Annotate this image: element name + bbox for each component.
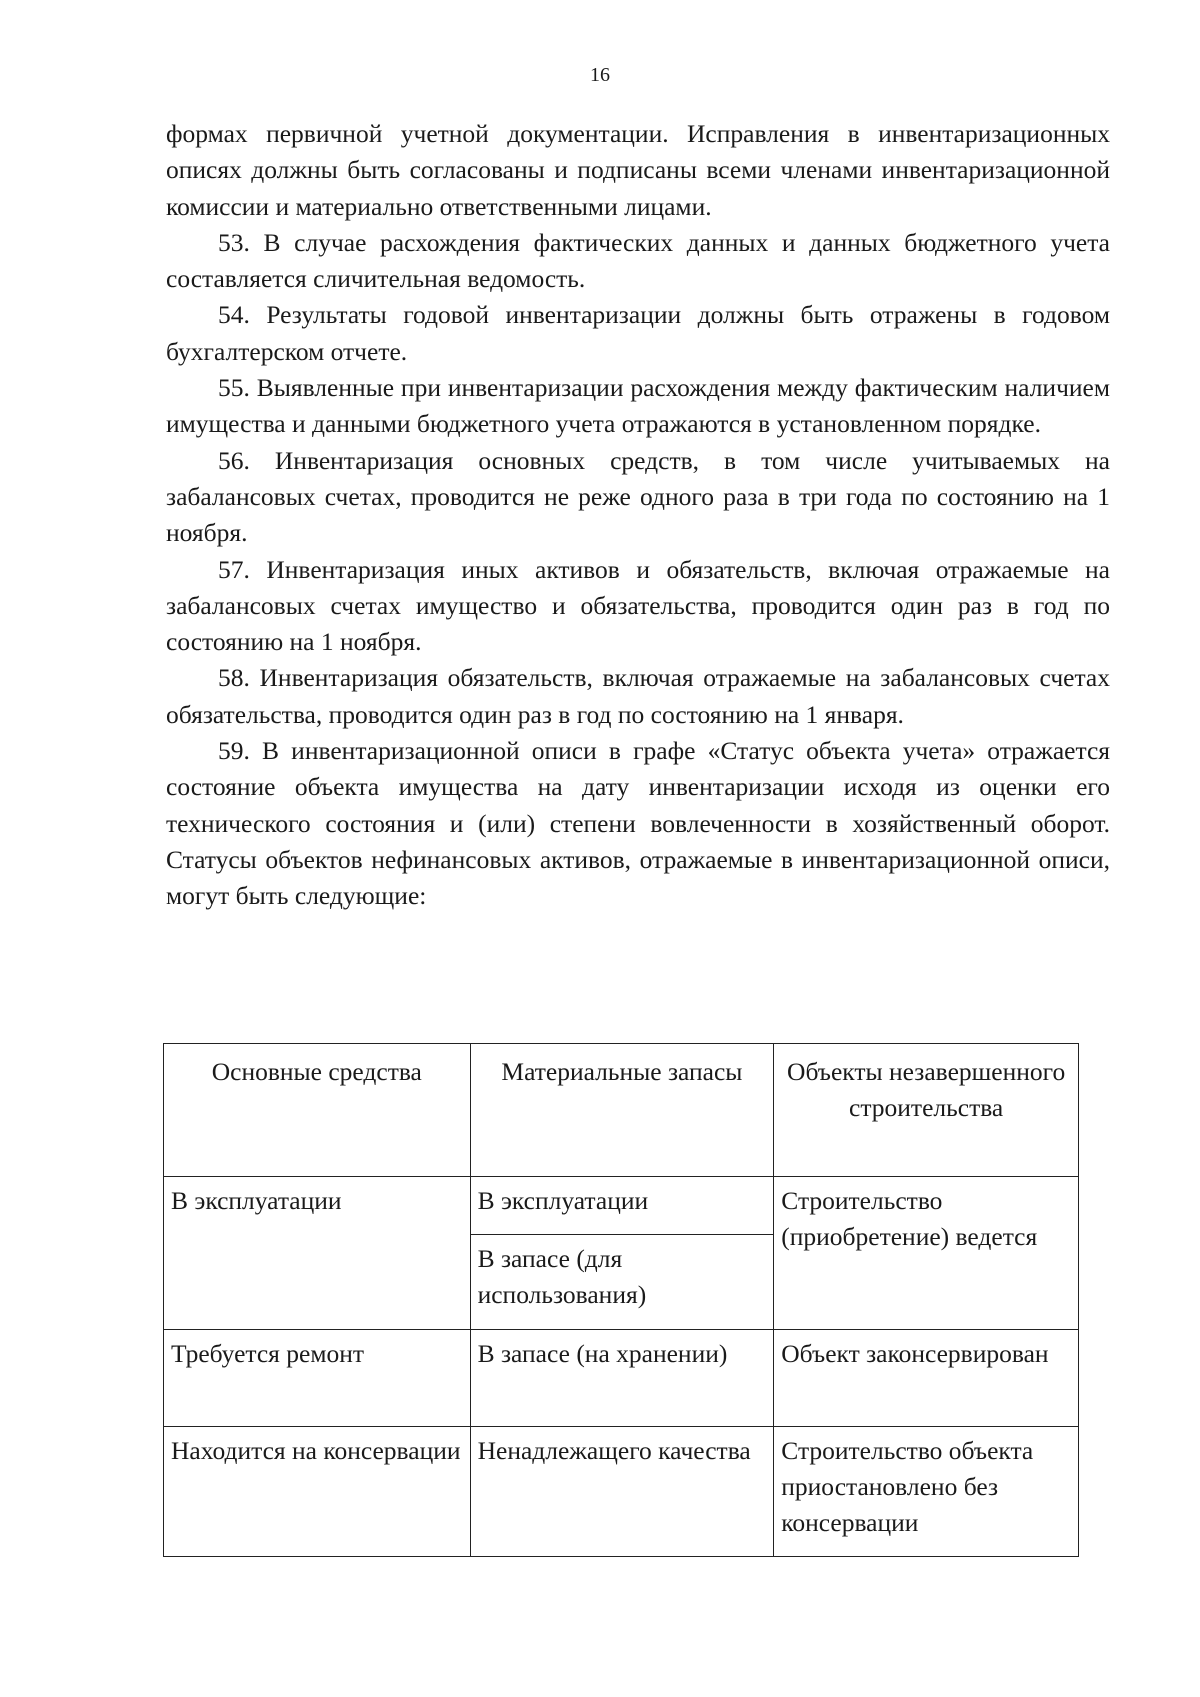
table-row xyxy=(164,1427,1079,1557)
page-number: 16 xyxy=(590,64,610,86)
paragraph-53: 53. В случае расхождения фактических данных и данных бюджетного учета составляется сличительная ведомость. xyxy=(166,227,1110,294)
paragraph-54: 54. Результаты годовой инвентаризации должны быть отражены в годовом бухгалтерском отчете. xyxy=(166,300,1110,366)
paragraph-55: 55. Выявленные при инвентаризации расхождения между фактическим наличием имущества и данными бюджетного учета отражаются в установленном порядке. xyxy=(166,373,1110,439)
paragraph-continuation: формах первичной учетной документации. Исправления в инвентаризационных описях должны быть согласованы и подписаны всеми членами инвентаризационной комиссии и материально ответственными лицами. xyxy=(166,119,1110,221)
table-cell: Строительство (приобретение) ведется xyxy=(774,1177,1079,1330)
table-header-row xyxy=(164,1044,1079,1177)
table-cell: В запасе (на хранении) xyxy=(470,1330,774,1427)
document-body xyxy=(166,116,1110,915)
table-cell: Ненадлежащего качества xyxy=(470,1427,774,1557)
paragraph-59: 59. В инвентаризационной описи в графе «Статус объекта учета» отражается состояние объекта имущества на дату инвентаризации исходя из оценки его технического состояния и (или) степени вовлеченности в хозяйственный оборот. Статусы объектов нефинансовых активов, отражаемые в инвентаризационной описи, могут быть следующие: xyxy=(166,736,1110,911)
header-inventories: Материальные запасы xyxy=(470,1044,774,1177)
table-cell: Находится на консервации xyxy=(164,1427,471,1557)
table-cell: Строительство объекта приостановлено без консервации xyxy=(774,1427,1079,1557)
table-cell: В эксплуатации xyxy=(470,1177,774,1235)
table-cell: Требуется ремонт xyxy=(164,1330,471,1427)
paragraph-56: 56. Инвентаризация основных средств, в том числе учитываемых на забалансовых счетах, проводится не реже одного раза в три года по состоянию на 1 ноября. xyxy=(166,445,1110,548)
header-construction-in-progress: Объекты незавершенного строительства xyxy=(774,1044,1079,1177)
paragraph-58: 58. Инвентаризация обязательств, включая отражаемые на забалансовых счетах обязательства, проводится один раз в год по состоянию на 1 января. xyxy=(166,663,1110,729)
table-row xyxy=(164,1330,1079,1427)
header-fixed-assets: Основные средства xyxy=(164,1044,471,1177)
table-cell: В запасе (для использования) xyxy=(470,1235,774,1330)
table-row xyxy=(164,1177,1079,1235)
paragraph-57: 57. Инвентаризация иных активов и обязательств, включая отражаемые на забалансовых счетах имущество и обязательства, проводится один раз в год по состоянию на 1 ноября. xyxy=(166,554,1110,657)
table-cell: В эксплуатации xyxy=(164,1177,471,1330)
table-cell: Объект законсервирован xyxy=(774,1330,1079,1427)
asset-status-table xyxy=(163,1043,1079,1557)
